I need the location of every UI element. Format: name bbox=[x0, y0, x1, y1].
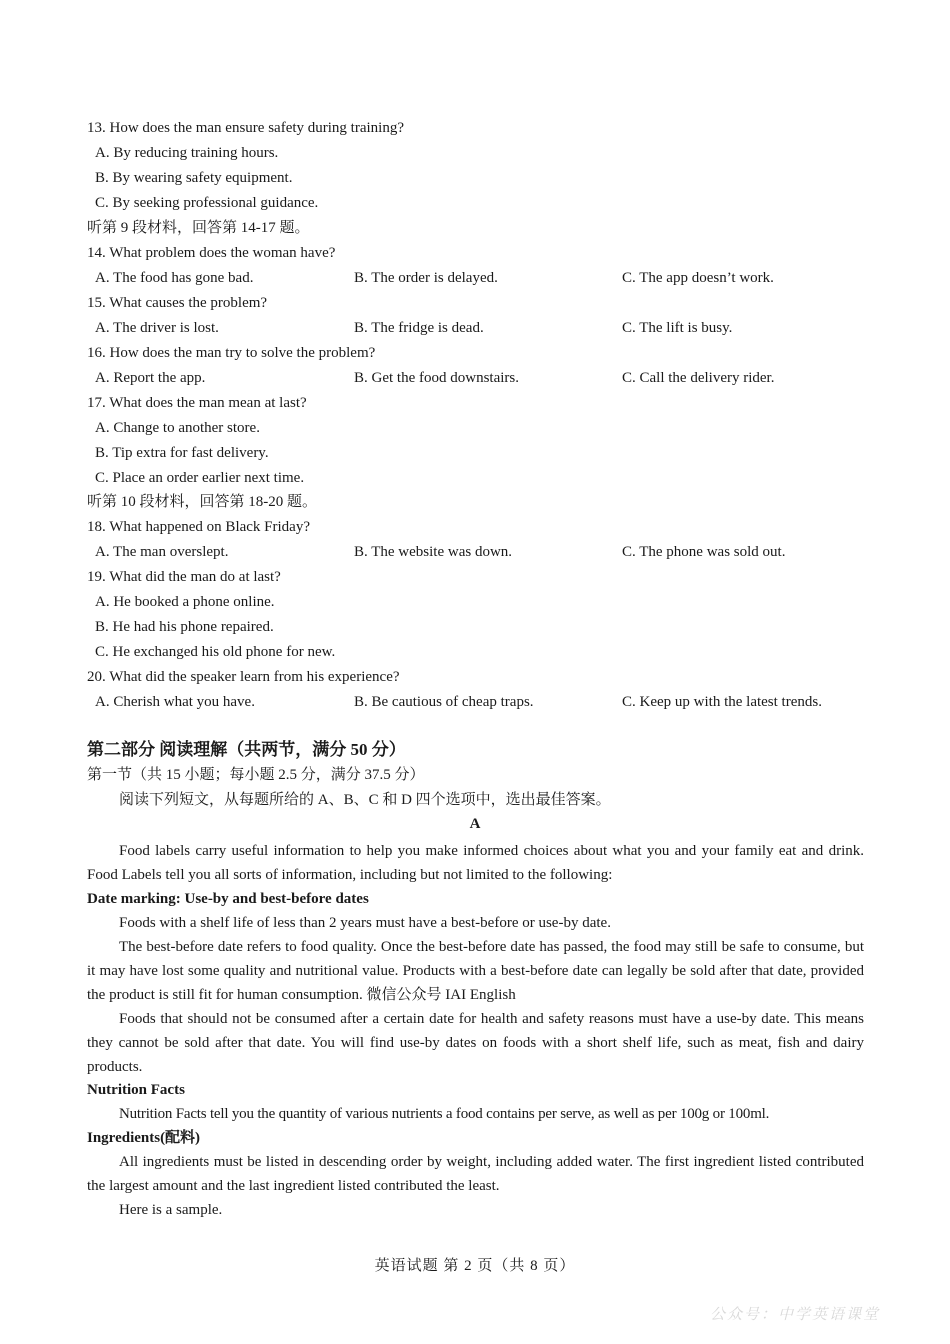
question-16-option-c: C. Call the delivery rider. bbox=[622, 370, 775, 386]
question-14-option-c: C. The app doesn’t work. bbox=[622, 270, 774, 286]
question-20-stem: 20. What did the speaker learn from his experience? bbox=[87, 669, 400, 685]
question-15-option-a: A. The driver is lost. bbox=[95, 320, 219, 336]
question-15-option-b: B. The fridge is dead. bbox=[354, 320, 484, 336]
paragraph-best-before: The best-before date refers to food quality. Once the best-before date has passed, the food may still be safe to consume, but it may have lost some quality and nutritional value. Products with a best-before date can legally be sold after that date, provided the product is still fit for human consumption. 微信公众号 IAI English bbox=[87, 939, 864, 1003]
heading-ingredients: Ingredients(配料) bbox=[87, 1130, 201, 1146]
passage-label: A bbox=[469, 816, 481, 832]
question-13-option-b: B. By wearing safety equipment. bbox=[95, 170, 293, 186]
paragraph-intro: Food labels carry useful information to help you make informed choices about what you and your family eat and drink. Food Labels tell you all sorts of information, including but not limited to the following: bbox=[87, 843, 864, 883]
question-19-option-b: B. He had his phone repaired. bbox=[95, 619, 274, 635]
part-two-title: 第二部分 阅读理解（共两节，满分 50 分） bbox=[87, 740, 406, 759]
question-14-stem: 14. What problem does the woman have? bbox=[87, 245, 336, 261]
question-15-stem: 15. What causes the problem? bbox=[87, 295, 268, 311]
question-16-option-b: B. Get the food downstairs. bbox=[354, 370, 519, 386]
question-18-option-b: B. The website was down. bbox=[354, 544, 513, 560]
reading-instruction: 阅读下列短文，从每题所给的 A、B、C 和 D 四个选项中，选出最佳答案。 bbox=[119, 792, 611, 808]
question-16-stem: 16. How does the man try to solve the problem? bbox=[87, 345, 376, 361]
paragraph-sample: Here is a sample. bbox=[119, 1202, 223, 1218]
question-18-option-a: A. The man overslept. bbox=[95, 544, 229, 560]
question-16-option-a: A. Report the app. bbox=[95, 370, 206, 386]
paragraph-ingredients: All ingredients must be listed in descending order by weight, including added water. The first ingredient listed contributed the largest amount and the last ingredient listed contributed the least. bbox=[87, 1154, 864, 1194]
question-17-option-c: C. Place an order earlier next time. bbox=[95, 470, 305, 486]
paragraph-nutrition-facts: Nutrition Facts tell you the quantity of various nutrients a food contains per serve, as well as per 100g or 100ml. bbox=[119, 1106, 770, 1122]
question-13-stem: 13. How does the man ensure safety during training? bbox=[87, 120, 404, 136]
watermark: 公众号：中学英语课堂 bbox=[709, 1307, 880, 1323]
question-14-option-a: A. The food has gone bad. bbox=[95, 270, 254, 286]
heading-date-marking: Date marking: Use-by and best-before dates bbox=[87, 891, 369, 907]
paragraph-shelf-life: Foods with a shelf life of less than 2 years must have a best-before or use-by date. bbox=[119, 915, 611, 931]
question-20-option-a: A. Cherish what you have. bbox=[95, 694, 255, 710]
question-17-stem: 17. What does the man mean at last? bbox=[87, 395, 307, 411]
question-18-option-c: C. The phone was sold out. bbox=[622, 544, 786, 560]
question-17-option-b: B. Tip extra for fast delivery. bbox=[95, 445, 269, 461]
question-19-stem: 19. What did the man do at last? bbox=[87, 569, 281, 585]
question-19-option-c: C. He exchanged his old phone for new. bbox=[95, 644, 336, 660]
question-18-stem: 18. What happened on Black Friday? bbox=[87, 519, 310, 535]
question-14-option-b: B. The order is delayed. bbox=[354, 270, 498, 286]
question-17-option-a: A. Change to another store. bbox=[95, 420, 260, 436]
question-20-option-b: B. Be cautious of cheap traps. bbox=[354, 694, 534, 710]
heading-nutrition-facts: Nutrition Facts bbox=[87, 1082, 185, 1098]
question-13-option-c: C. By seeking professional guidance. bbox=[95, 195, 319, 211]
question-20-option-c: C. Keep up with the latest trends. bbox=[622, 694, 822, 710]
question-15-option-c: C. The lift is busy. bbox=[622, 320, 733, 336]
paragraph-use-by: Foods that should not be consumed after a certain date for health and safety reasons must have a use-by date. This means they cannot be sold after that date. You will find use-by dates on foods with a short shelf life, such as meat, fish and dairy products. bbox=[87, 1011, 864, 1075]
section-10-instruction: 听第 10 段材料，回答第 18-20 题。 bbox=[87, 494, 317, 510]
section-9-instruction: 听第 9 段材料，回答第 14-17 题。 bbox=[87, 220, 310, 236]
question-19-option-a: A. He booked a phone online. bbox=[95, 594, 275, 610]
page-footer: 英语试题 第 2 页（共 8 页） bbox=[374, 1258, 576, 1274]
question-13-option-a: A. By reducing training hours. bbox=[95, 145, 279, 161]
section-one-title: 第一节（共 15 小题；每小题 2.5 分，满分 37.5 分） bbox=[87, 767, 425, 783]
